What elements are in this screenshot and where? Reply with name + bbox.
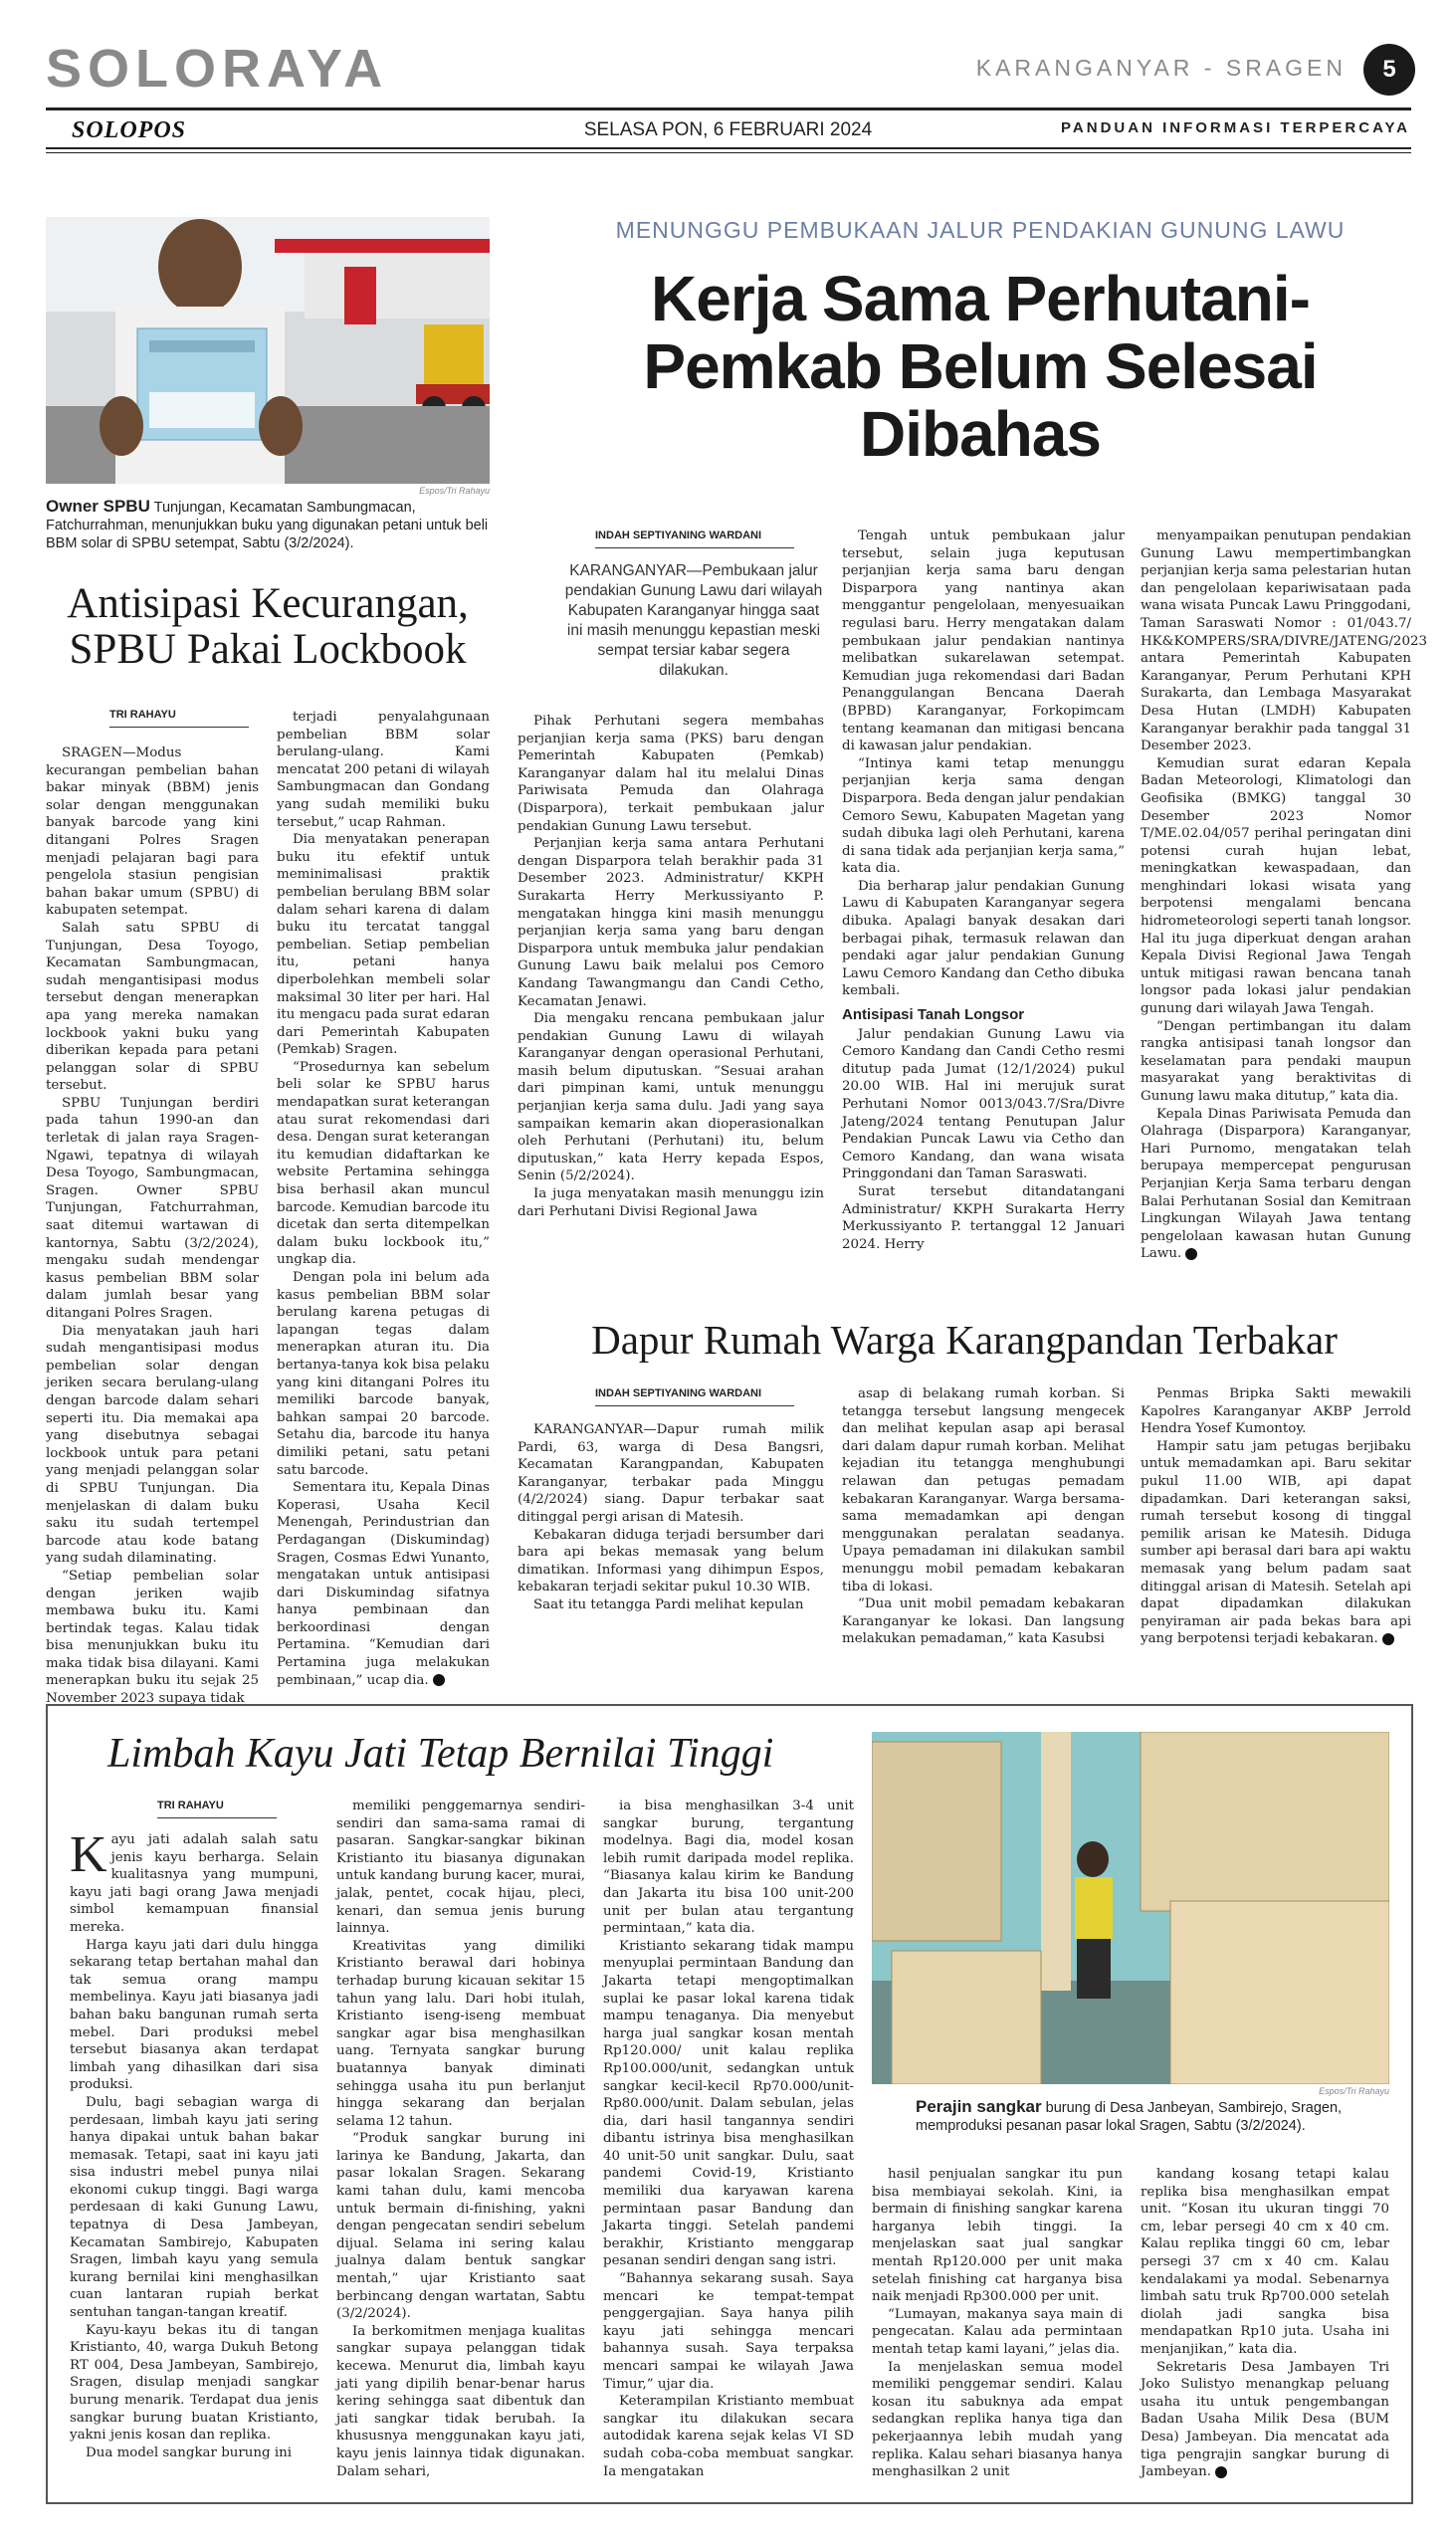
paragraph: “Produk sangkar burung ini larinya ke Bandung, Jakarta, dan pasar lokalan Sragen. Sekarang kami tahan dulu, kami mencoba untuk bermain di-finishing, yakni dengan pengecatan sendiri sebelum dijual. Selama ini sering kalau jualnya dalam bentuk sangkar mentah,” ujar Kristianto saat berbincang dengan wartatan, Sabtu (3/2/2024). <box>336 2131 585 2322</box>
lawu-column-1 <box>518 713 824 1220</box>
limbah-column-2 <box>336 1798 585 2480</box>
paragraph: “Intinya kami tetap menunggu perjanjian kerja sama dengan Disparpora. Beda dengan jalur pendakian Cemoro Sewu, Kabupaten Magetan yang sudah dibuka lagi oleh Perhutani, karena di sana tidak ada perjanjian kerja sama,” kata dia. <box>842 755 1125 877</box>
paragraph: SRAGEN—Modus kecurangan pembelian bahan bakar minyak (BBM) jenis solar dengan menggunakan banyak barcode yang kini ditangani Polres Sragen menjadi pelajaran bagi para pengelola stasiun pengisian bahan bakar umum (SPBU) di kabupaten setempat. <box>46 745 259 919</box>
paragraph: Ia juga menyatakan masih menunggu izin dari Perhutani Divisi Regional Jawa <box>518 1186 824 1219</box>
paragraph: Kristianto sekarang tidak mampu menyuplai permintaan Bandung dan Jakarta tetapi mengoptimalkan suplai ke pasar lokal karena tidak mampu tenaganya. Dia menyebut harga jual sangkar kosan mentah Rp120.000/ unit kalau replika Rp100.000/unit, sedangkan untuk sangkar kecil-kecil Rp70.000/unit-Rp80.000/unit. Dalam sebulan, jelas dia, dari hasil tangannya sendiri dibantu istrinya bisa menghasilkan 40 unit-50 unit sangkar. Dulu, saat pandemi Covid-19, Kristianto memiliki dua karyawan karena permintaan pasar Bandung dan Jakarta tinggi. Setelah pandemi berakhir, Kristianto menggarap pesanan sendiri dengan sang istri. <box>603 1938 854 2269</box>
fire-column-3 <box>1141 1385 1411 1648</box>
paragraph: Keterampilan Kristianto membuat sangkar itu dilakukan secara autodidak karena sejak kelas VI SD sudah coba-coba membuat sangkar. Ia mengatakan <box>603 2394 854 2479</box>
masthead-rule-bottom <box>46 147 1411 149</box>
paragraph: Ia menjelaskan semua model memiliki penggemar sendiri. Kalau kosan itu sabuknya ada empat sedangkan replika hanya tiga dan pekerjaannya lebih mudah yang replika. Kalau sehari biasanya hanya menghasilkan 2 unit <box>872 2359 1123 2480</box>
masthead-rule <box>46 107 1411 110</box>
limbah-column-4 <box>872 2166 1123 2481</box>
paragraph: Saat itu tetangga Pardi melihat kepulan <box>533 1596 804 1612</box>
limbah-headline: Limbah Kayu Jati Tetap Bernilai Tinggi <box>107 1731 774 1777</box>
paragraph: “Setiap pembelian solar dengan jeriken wajib membawa buku itu. Kami bertindak tegas. Kalau tidak bisa menunjukkan buku itu maka tidak bisa dilayani. Kami menerapkan buku itu sejak 25 November 2023 supaya tidak <box>46 1568 259 1707</box>
paragraph: Pihak Perhutani segera membahas perjanjian kerja sama (PKS) baru dengan Pemerintah Kabupaten (Pemkab) Karanganyar dalam hal itu melalui Dinas Pariwisata Pemuda dan Olahraga (Disparpora), terkait pembukaan jalur pendakian Gunung Lawu tersebut. <box>518 714 824 834</box>
paragraph: Penmas Bripka Sakti mewakili Kapolres Karanganyar AKBP Jerrold Hendra Yosef Kumontoy. <box>1141 1386 1411 1437</box>
paragraph: Kepala Dinas Pariwisata Pemuda dan Olahraga (Disparpora) Karanganyar, Hari Purnomo, mengatakan telah berupaya mempercepat pengurusan Perjanjian Kerja Sama terbaru dengan Balai Perhutanan Sosial dan Kemitraan Lingkungan Wilayah Jawa tentang pengelolaan kawasan hutan Gunung Lawu. <box>1141 1106 1411 1262</box>
lockbook-caption-lead: Owner SPBU <box>46 497 150 516</box>
paragraph: “Prosedurnya kan sebelum beli solar ke SPBU harus mendapatkan surat keterangan atau surat rekomendasi dari desa. Dengan surat keterangan itu kemudian didaftarkan ke website Pertamina sehingga bisa berhasil akan muncul barcode. Kemudian barcode itu dicetak dan serta ditempelkan dalam buku lockbook itu,” ungkap dia. <box>277 1059 490 1268</box>
limbah-caption <box>916 2098 1389 2135</box>
masthead-rule-thin <box>46 152 1411 153</box>
limbah-photo <box>872 1732 1389 2084</box>
lawu-kicker: MENUNGGU PEMBUKAAN JALUR PENDAKIAN GUNUNG LAWU <box>615 217 1346 243</box>
paragraph: menyampaikan penutupan pendakian Gunung Lawu mempertimbangkan perjanjian kerja sama pelestarian hutan dan pengelolaan kepariwisataan pada wana wisata Puncak Lawu Pringgodani, Taman Saraswati Nomor : 01/043.7/ HK&KOMPERS/SRA/DIVRE/JATENG/2023 antara Pemerintah Kabupaten Karanganyar, Perum Perhutani KPH Surakarta, dan Lembaga Masyarakat Desa Hutan (LMDH) Kabupaten Karanganyar berakhir pada tanggal 31 Desember 2023. <box>1141 529 1428 754</box>
limbah-column-5 <box>1141 2166 1389 2481</box>
paragraph: Kayu-kayu bekas itu di tangan Kristianto, 40, warga Dukuh Betong RT 004, Desa Jambeyan, Sambirejo, Sragen, disulap menjadi sangkar burung menarik. Terdapat dua jenis sangkar burung buatan Kristianto, yakni jenis kosan dan replika. <box>70 2322 318 2443</box>
issue-date: SELASA PON, 6 FEBRUARI 2024 <box>583 119 873 140</box>
lockbook-column-1 <box>46 744 259 1708</box>
lawu-headline: Kerja Sama Perhutani-Pemkab Belum Selesai Dibahas <box>643 263 1318 470</box>
limbah-caption-lead: Perajin sangkar <box>916 2097 1042 2116</box>
lawu-byline: INDAH SEPTIYANING WARDANI <box>595 530 794 548</box>
paragraph: “Dengan pertimbangan itu dalam rangka antisipasi tanah longsor dan keselamatan para pendaki maupun masyarakat yang beraktivitas di Gunung lawu maka ditutup,” kata dia. <box>1141 1018 1411 1104</box>
paragraph: ia bisa menghasilkan 3-4 unit sangkar burung, tergantung modelnya. Bagi dia, model kosan lebih rumit daripada model replika. “Biasanya kalau kirim ke Bandung dan Jakarta itu bisa 100 unit-200 unit per bulan atau tergantung permintaan,” kata dia. <box>603 1799 854 1937</box>
limbah-byline: TRI RAHAYU <box>157 1800 277 1818</box>
lawu-column-2 <box>842 528 1125 1253</box>
paragraph: Dulu, bagi sebagian warga di perdesaan, limbah kayu jati sering hanya dipakai untuk bahan bakar memasak. Tetapi, saat ini kayu jati sisa industri mebel punya nilai ekonomi cukup tinggi. Bagi warga perdesaan di kaki Gunung Lawu, tepatnya di Desa Jambeyan, Kecamatan Sambirejo, Kabupaten Sragen, limbah kayu yang semula kurang bernilai kini menghasilkan cuan lantaran rupiah berkat sentuhan tangan-tangan kreatif. <box>70 2094 318 2321</box>
paragraph: Sementara itu, Kepala Dinas Koperasi, Usaha Kecil Menengah, Perindustrian dan Perdagangan (Diskumindag) Sragen, Cosmas Edwi Yunanto, mengatakan untuk antisipasi dari Diskumindag sifatnya hanya pembinaan dan berkoordinasi dengan Pertamina. “Kemudian dari Pertamina juga melakukan pembinaan,” ucap dia. <box>277 1480 490 1688</box>
tagline: PANDUAN INFORMASI TERPERCAYA <box>1061 119 1410 136</box>
paragraph: Kebakaran diduga terjadi bersumber dari bara api bekas memasak yang belum dimatikan. Informasi yang dihimpun Espos, kebakaran terjadi sekitar pukul 10.30 WIB. <box>518 1527 824 1595</box>
paragraph: Dua model sangkar burung ini <box>86 2444 293 2460</box>
paragraph: Kemudian surat edaran Kepala Badan Meteorologi, Klimatologi dan Geofisika (BMKG) tanggal 30 Desember 2023 Nomor T/ME.02.04/057 perihal peringatan dini potensi curah hujan lebat, meningkatkan kewaspadaan, dan menghindari lokasi wisata yang berpotensi mengalami bencana hidrometeorologi seperti tanah longsor. Hal itu juga diperkuat dengan arahan Kepala Divisi Regional Jawa Tengah untuk mitigasi rawan bencana tanah longsor pada lokasi jalur pendakian gunung dari wilayah Jawa Tengah. <box>1141 755 1411 1017</box>
paragraph: Dia menyatakan penerapan buku itu efektif untuk meminimalisasi praktik pembelian berulang BBM solar dalam sehari karena di dalam buku itu tercatat tanggal pembelian. Setiap pembelian itu, petani hanya diperbolehkan membeli solar maksimal 30 liter per hari. Hal itu mengacu pada surat edaran dari Pemerintah Kabupaten (Pemkab) Sragen. <box>277 832 490 1058</box>
fire-column-2 <box>842 1385 1125 1648</box>
fire-column-1 <box>518 1421 824 1614</box>
paragraph: Ia berkomitmen menjaga kualitas sangkar supaya pelanggan tidak kecewa. Menurut dia, limbah kayu jati yang dipilih benar-benar harus kering sehingga saat dibentuk dan jati sangkar tidak berubah. Ia khususnya menggunakan kayu jati, kayu jenis lainnya tidak digunakan. Dalam sehari, <box>336 2323 585 2479</box>
paragraph: KARANGANYAR—Dapur rumah milik Pardi, 63, warga di Desa Bangsri, Kecamatan Karangpandan, Kabupaten Karanganyar, terbakar pada Minggu (4/2/2024) siang. Dapur terbakar saat ditinggal pergi arisan di Matesih. <box>518 1422 824 1525</box>
limbah-column-3 <box>603 1798 854 2480</box>
paragraph: asap di belakang rumah korban. Si tetangga tersebut langsung mengecek dan melihat kepulan asap api berasal dari dalam dapur rumah korban. Melihat kejadian itu tetangga menghubungi relawan dan petugas pemadam kebakaran Karanganyar. Warga bersama-sama memadamkan api dengan menggunakan peralatan seadanya. Upaya pemadaman ini dilakukan sambil menunggu mobil pemadam kebakaran tiba di lokasi. <box>842 1386 1125 1594</box>
lockbook-photo-credit: Espos/Tri Rahayu <box>419 486 490 496</box>
end-mark-icon <box>1215 2466 1227 2478</box>
lawu-column-3 <box>1141 528 1428 1263</box>
paragraph: kandang kosang tetapi kalau replika bisa menghasilkan empat unit. “Kosan itu ukuran tinggi 70 cm, lebar persegi 40 cm x 40 cm. Kalau replika tinggi 60 cm, lebar persegi 37 cm x 40 cm. Kalau kendalakami ya modal. Sebenarnya limbah satu truk Rp700.000 setelah diolah jadi sangka bisa mendapatkan Rp10 juta. Usaha ini menjanjikan,” kata dia. <box>1141 2167 1389 2357</box>
paragraph: Harga kayu jati dari dulu hingga sekarang tetap bertahan mahal dan tak semua orang mampu membelinya. Kayu jati biasanya jadi bahan baku bangunan rumah serta mebel. Dari produksi mebel tersebut biasanya akan terdapat limbah yang dihasilkan dari sisa produksi. <box>70 1937 318 2093</box>
paragraph: Kayu jati adalah salah satu jenis kayu berharga. Selain kualitasnya yang mumpuni, kayu jati bagi orang Jawa menjadi simbol kemampuan finansial mereka. <box>70 1826 318 1935</box>
region-label: KARANGANYAR - SRAGEN <box>975 55 1347 81</box>
lockbook-caption-text: Tunjungan, Kecamatan Sambungmacan, Fatchurrahman, menunjukkan buku yang digunakan petani untuk beli BBM solar di SPBU setempat, Sabtu (3/2/2024). <box>46 500 489 551</box>
dropcap: K <box>70 1826 107 1883</box>
paragraph: Dia berharap jalur pendakian Gunung Lawu di Kabupaten Karanganyar segera dibuka. Apalagi banyak desakan dari berbagai pihak, termasuk relawan dan pendaki agar jalur pendakian Gunung Lawu Cemoro Kandang dan Cetho dibuka kembali. <box>842 878 1125 999</box>
paragraph: Salah satu SPBU di Tunjungan, Desa Toyogo, Kecamatan Sambungmacan, sudah mengantisipasi modus tersebut dengan menerapkan apa yang mereka namakan lockbook yakni buku yang diberikan kepada para petani pelanggan solar di SPBU tersebut. <box>46 920 259 1094</box>
lockbook-byline: TRI RAHAYU <box>109 709 249 728</box>
lockbook-headline: Antisipasi Kecurangan, SPBU Pakai Lockbook <box>67 580 469 673</box>
lockbook-photo-illustration <box>46 217 490 484</box>
limbah-column-1 <box>70 1826 318 2461</box>
paragraph: “Lumayan, makanya saya main di pengecatan. Kalau ada permintaan mentah tetap kami layani,” jelas dia. <box>872 2306 1123 2357</box>
end-mark-icon <box>433 1674 445 1686</box>
section-rubric: SOLORAYA <box>46 39 389 99</box>
page-number-badge: 5 <box>1363 44 1415 96</box>
limbah-photo-credit: Espos/Tri Rahayu <box>1319 2086 1389 2096</box>
paragraph: hasil penjualan sangkar itu pun bisa membiayai sekolah. Kini, ia bermain di finishing sangkar karena harganya lebih tinggi. Ia menjelaskan saat jual sangkar mentah Rp120.000 per unit maka setelah finishing cat harganya bisa naik menjadi Rp300.000 per unit. <box>872 2167 1123 2305</box>
lockbook-caption <box>46 498 490 552</box>
end-mark-icon <box>1382 1633 1394 1645</box>
limbah-caption-text: burung di Desa Janbeyan, Sambirejo, Sragen, memproduksi pesanan pasar lokal Sragen, Sabtu (3/2/2024). <box>916 2100 1343 2134</box>
paragraph: “Bahannya sekarang susah. Saya mencari ke tempat-tempat penggergajian. Saya hanya pilih kayu jati sehingga mencari bahannya susah. Saya terpaksa mencari sampai ke wilayah Jawa Timur,” ujar dia. <box>603 2271 854 2392</box>
paragraph: “Dua unit mobil pemadam kebakaran Karanganyar ke lokasi. Dan langsung melakukan pemadaman,” kata Kasubsi <box>842 1596 1125 1647</box>
paragraph: SPBU Tunjungan berdiri pada tahun 1990-an dan terletak di jalan raya Sragen-Ngawi, tepatnya di wilayah Desa Toyogo, Sambungmacan, Sragen. Owner SPBU Tunjungan, Fatchurrahman, saat ditemui wartawan di kantornya, Sabtu (3/2/2024), mengaku sudah mendengar kasus pembelian BBM solar dalam jumlah besar yang ditangani Polres Sragen. <box>46 1095 259 1321</box>
limbah-photo-illustration <box>872 1732 1389 2084</box>
paragraph: Surat tersebut ditandatangani Administratur/ KKPH Surakarta Herry Merkussiyanto P. tertanggal 12 Januari 2024. Herry <box>842 1183 1125 1252</box>
paragraph: memiliki penggemarnya sendiri-sendiri dan sama-sama ramai di pasaran. Sangkar-sangkar bikinan Kristianto itu biasanya digunakan untuk kandang burung kacer, murai, jalak, pentet, cocak hijau, pleci, kenari, dan semua jenis burung lainnya. <box>336 1799 585 1937</box>
lawu-subhead: Antisipasi Tanah Longsor <box>842 1006 1025 1024</box>
fire-headline: Dapur Rumah Warga Karangpandan Terbakar <box>591 1317 1338 1363</box>
paragraph: Perjanjian kerja sama antara Perhutani dengan Disparpora telah berakhir pada 31 Desember 2023. Administratur/ KKPH Surakarta Herry Merkussiyanto P. mengatakan hingga kini masih menunggu perjanjian kerja sama yang baru dengan Disparpora untuk membuka jalur pendakian Gunung Lawu baik melalui pos Cemoro Kandang Tawangmangu dan Candi Cetho, Kecamatan Jenawi. <box>518 836 824 1009</box>
paragraph: terjadi penyalahgunaan pembelian BBM solar berulang-ulang. Kami mencatat 200 petani di wilayah Sambungmacan dan Gondang yang sudah memiliki buku tersebut,” ucap Rahman. <box>277 710 490 830</box>
paragraph: Tengah untuk pembukaan jalur tersebut, selain juga keputusan perjanjian kerja sama baru dengan Disparpora yang nantinya akan menggantur pengelolaan, menyesuaikan regulasi baru. Herry mengatakan dalam pembukaan jalur pendakian nantinya melibatkan sukarelawan setempat. Kemudian juga rekomendasi dari Badan Penanggulangan Bencana Daerah (BPBD) Karanganyar, Forkopimcam tentang keamanan dan mitigasi bencana di kawasan jalur pendakian. <box>842 529 1125 754</box>
lockbook-column-2 <box>277 709 490 1689</box>
solopos-logo: SOLOPOS <box>72 117 187 143</box>
paragraph: Sekretaris Desa Jambayen Tri Joko Sulistyo menangkap peluang usaha itu untuk pengembangan Badan Usaha Milik Desa (BUM Desa) Jambeyan. Dia mencatat ada tiga pengrajin sangkar burung di Jambeyan. <box>1141 2359 1389 2480</box>
paragraph: Dia mengaku rencana pembukaan jalur pendakian Gunung Lawu di wilayah Karanganyar dengan operasional Perhutani, masih belum diputuskan. “Sesuai arahan dari pimpinan kami, untuk menunggu perjanjian kerja sama dulu. Jadi yang saya sampaikan kemarin akan dioperasionalkan oleh Perhutani (Perhutani) itu, belum diputuskan,” kata Herry kepada Espos, Senin (5/2/2024). <box>518 1011 824 1184</box>
paragraph: Hampir satu jam petugas berjibaku untuk memadamkan api. Baru sekitar pukul 11.00 WIB, api dapat dipadamkan. Dari keterangan saksi, rumah tersebut kosong di tinggal pemilik arisan ke Matesih. Diduga sumber api berasal dari bara api waktu memasak yang belum padam saat ditinggal arisan di Matesih. Setelah api dapat dipadamkan dilakukan penyiraman air pada bekas bara api yang berpotensi terjadi kebakaran. <box>1141 1438 1411 1647</box>
paragraph: Kreativitas yang dimiliki Kristianto berawal dari hobinya terhadap burung kicauan sekitar 15 tahun yang lalu. Dari hobi itulah, Kristianto iseng-iseng membuat sangkar agar bisa menghasilkan uang. Ternyata sangkar burung buatannya banyak diminati sehingga usaha itu pun berlanjut hingga sekarang dan berjalan selama 12 tahun. <box>336 1938 585 2129</box>
paragraph: Dia menyatakan jauh hari sudah mengantisipasi modus pembelian solar dengan jeriken secara berulang-ulang dengan barcode dalam sehari seperti itu. Dia memakai apa yang disebutnya sebagai lockbook untuk para petani yang menjadi pelanggan solar di SPBU Tunjungan. Dia menjelaskan di dalam buku saku itu sudah tertempel barcode atau kode batang yang sudah dilaminating. <box>46 1323 259 1567</box>
lockbook-photo <box>46 217 490 484</box>
fire-byline: INDAH SEPTIYANING WARDANI <box>595 1387 794 1406</box>
paragraph: Dengan pola ini belum ada kasus pembelian BBM solar berulang karena petugas di lapangan tegas dalam menerapkan aturan itu. Dia bertanya-tanya kok bisa pelaku yang kini ditangani Polres itu memiliki barcode banyak, bahkan sampai 20 barcode. Setahu dia, barcode itu hanya dimiliki petani, satu petani satu barcode. <box>277 1270 490 1478</box>
paragraph: Jalur pendakian Gunung Lawu via Cemoro Kandang dan Candi Cetho resmi ditutup pada Jumat (12/1/2024) pukul 20.00 WIB. Hal ini merujuk surat Perhutani Nomor 0013/043.7/Sra/Divre Jateng/2024 tentang Penutupan Jalur Pendakian Puncak Lawu via Cetho dan Cemoro Kandang, dan wana wisata Pringgondani dan Taman Saraswati. <box>842 1026 1125 1182</box>
lawu-lead: KARANGANYAR—Pembukaan jalur pendakian Gunung Lawu dari wilayah Kabupaten Karanganyar hingga saat ini masih menunggu kepastian meski sempat tersiar kabar segera dilakukan. <box>564 562 823 679</box>
end-mark-icon <box>1185 1248 1197 1260</box>
